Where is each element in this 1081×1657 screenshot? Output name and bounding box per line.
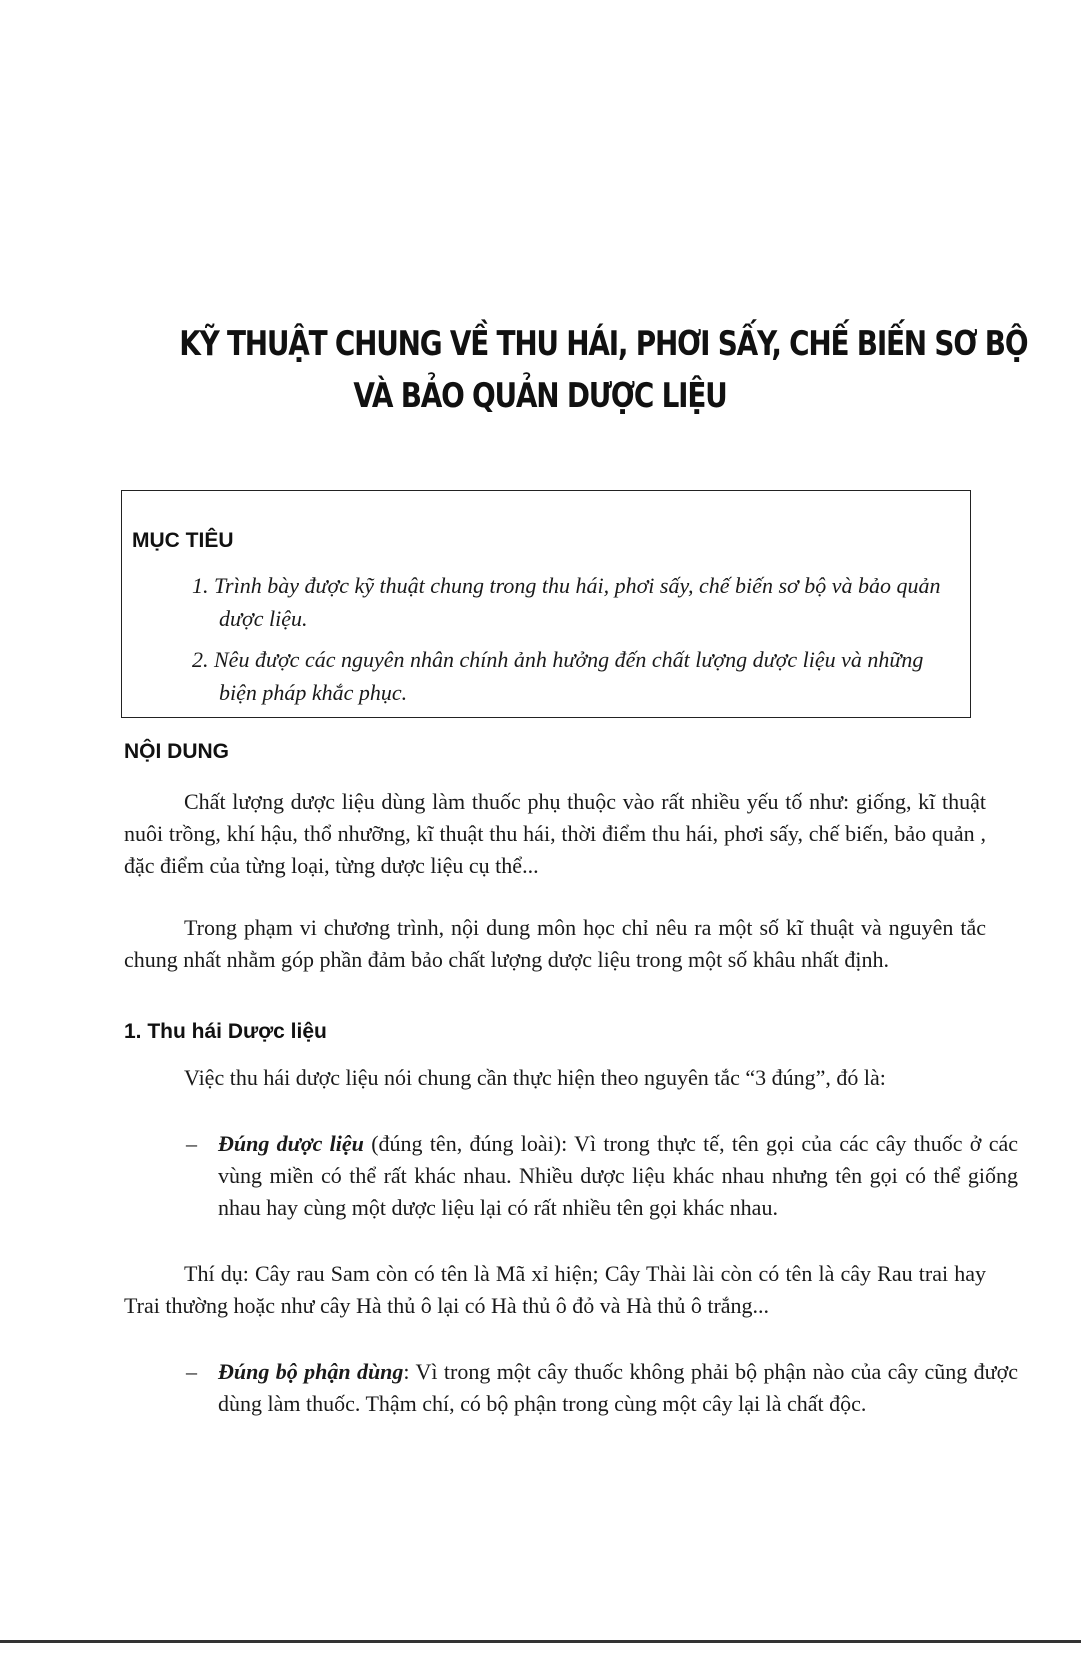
content-heading: NỘI DUNG (124, 740, 229, 763)
content-paragraph: Chất lượng dược liệu dùng làm thuốc phụ thuộc vào rất nhiều yếu tố như: giống, kĩ thuật nuôi trồng, khí hậu, thổ nhưỡng, kĩ thuật thu hái, thời điểm thu hái, phơi sấy, chế biến, bảo quản , đặc điểm của từng loại, từng dược liệu cụ thể... (124, 789, 986, 878)
title-line-2: VÀ BẢO QUẢN DƯỢC LIỆU (353, 376, 727, 416)
page-title (179, 318, 1028, 422)
bullet-dash: – (186, 1359, 197, 1384)
objective-item: 2. Nêu được các nguyên nhân chính ảnh hưởng đến chất lượng dược liệu và những biện pháp khắc phục. (192, 647, 924, 705)
bottom-divider (0, 1640, 1081, 1643)
content-paragraph: Trong phạm vi chương trình, nội dung môn học chỉ nêu ra một số kĩ thuật và nguyên tắc chung nhất nhằm góp phần đảm bảo chất lượng dược liệu trong một số khâu nhất định. (124, 915, 986, 972)
objectives-heading: MỤC TIÊU (132, 529, 234, 552)
example-paragraph: Thí dụ: Cây rau Sam còn có tên là Mã xỉ hiện; Cây Thài lài còn có tên là cây Rau trai hay Trai thường hoặc như cây Hà thủ ô lại có Hà thủ ô đỏ và Hà thủ ô trắng... (124, 1261, 986, 1318)
bullet-text: (đúng tên, đúng loài): Vì trong thực tế, tên gọi của các cây thuốc ở các vùng miền có thể rất khác nhau. Nhiều dược liệu khác nhau nhưng tên gọi có thể giống nhau hay cùng một dược liệu lại có rất nhiều tên gọi khác nhau. (218, 1131, 1019, 1220)
section-1-intro: Việc thu hái dược liệu nói chung cần thực hiện theo nguyên tắc “3 đúng”, đó là: (184, 1065, 886, 1090)
section-1-heading: 1. Thu hái Dược liệu (124, 1020, 327, 1043)
objective-item: 1. Trình bày được kỹ thuật chung trong thu hái, phơi sấy, chế biến sơ bộ và bảo quản dược liệu. (192, 573, 941, 631)
bullet-term: Đúng dược liệu (218, 1131, 364, 1156)
bullet-text: : Vì trong một cây thuốc không phải bộ phận nào của cây cũng được dùng làm thuốc. Thậm chí, có bộ phận trong cùng một cây lại là chất độc. (218, 1359, 1018, 1416)
objectives-box (121, 490, 971, 718)
bullet-dash: – (186, 1131, 197, 1156)
objectives-list (192, 569, 962, 717)
title-line-1: KỸ THUẬT CHUNG VỀ THU HÁI, PHƠI SẤY, CHẾ BIẾN SƠ BỘ (179, 324, 1028, 364)
bullet-dung-duoc-lieu (186, 1128, 1018, 1224)
bullet-term: Đúng bộ phận dùng (218, 1359, 404, 1384)
bullet-dung-bo-phan-dung (186, 1356, 1018, 1420)
